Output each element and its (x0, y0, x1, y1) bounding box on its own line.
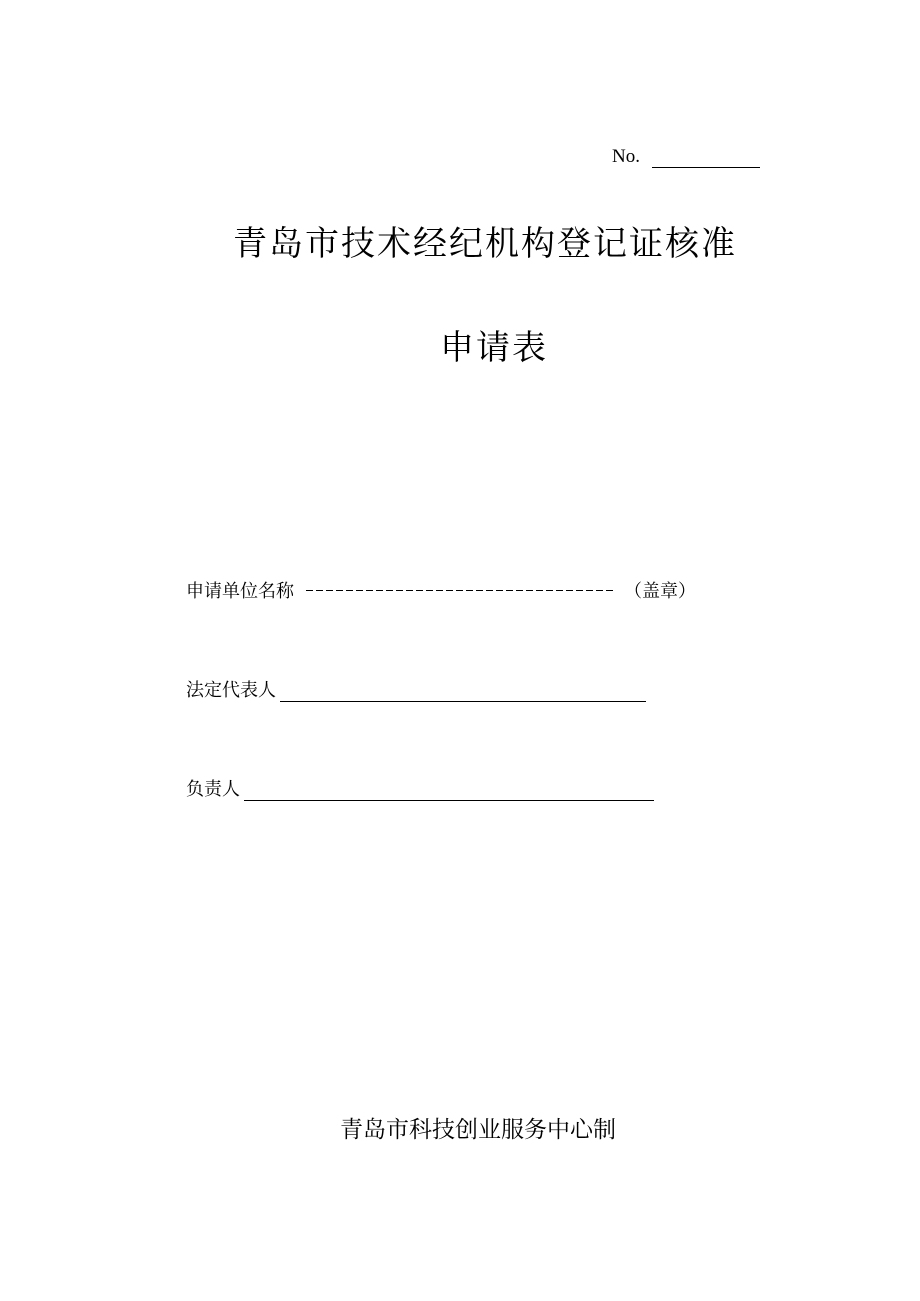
document-number (612, 146, 760, 168)
seal-note: （盖章） (624, 581, 696, 602)
page-title-line2: 申请表 (440, 328, 548, 368)
person-in-charge-blank[interactable] (244, 782, 654, 801)
legal-rep-field (186, 676, 646, 702)
person-in-charge-field (186, 775, 654, 801)
legal-rep-label: 法定代表人 (186, 680, 276, 701)
legal-rep-blank[interactable] (280, 683, 646, 702)
issuer-footer: 青岛市科技创业服务中心制 (340, 1117, 616, 1143)
applicant-unit-label: 申请单位名称 (186, 581, 294, 602)
person-in-charge-label: 负责人 (186, 779, 240, 800)
applicant-unit-blank[interactable] (306, 585, 616, 595)
document-number-blank[interactable] (652, 149, 760, 168)
applicant-unit-field (186, 577, 696, 603)
document-number-label: No. (612, 146, 640, 167)
page-title-line1: 青岛市技术经纪机构登记证核准 (233, 224, 737, 264)
